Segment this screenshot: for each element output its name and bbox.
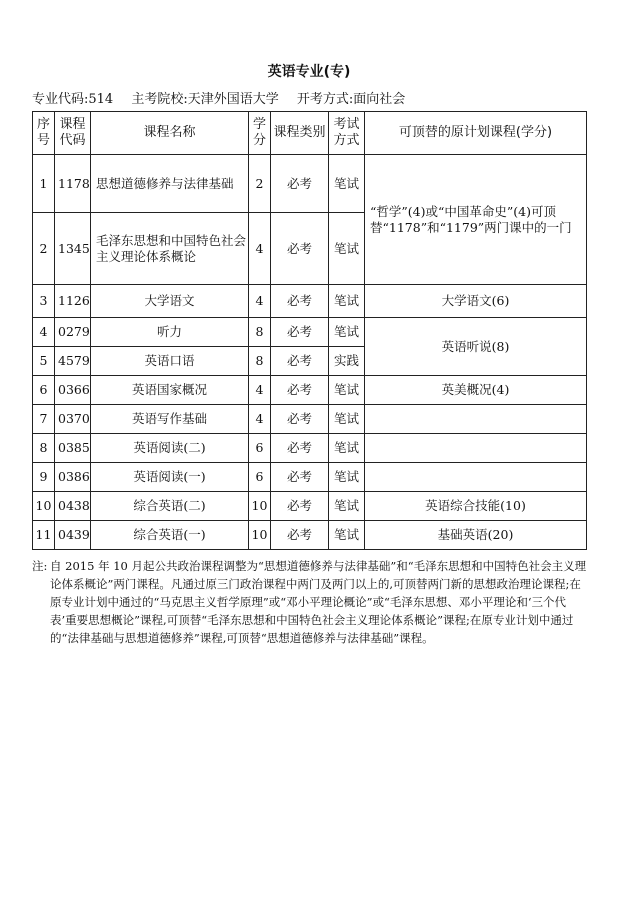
- cell-name: 英语国家概况: [91, 376, 249, 405]
- cell-replace-empty: [365, 434, 587, 463]
- table-row: [33, 376, 587, 405]
- footnote-lead: 注:: [32, 559, 48, 573]
- table-row: [33, 521, 587, 550]
- cell-name: 大学语文: [91, 285, 249, 318]
- cell-exam: 笔试: [329, 463, 365, 492]
- cell-exam: 笔试: [329, 405, 365, 434]
- cell-seq: 10: [33, 492, 55, 521]
- header-type: 课程类别: [271, 112, 329, 155]
- header-credit: 学分: [249, 112, 271, 155]
- cell-type: 必考: [271, 405, 329, 434]
- cell-replace-empty: [365, 463, 587, 492]
- cell-code: 1178: [55, 155, 91, 213]
- major-meta: [32, 88, 419, 107]
- cell-credit: 4: [249, 213, 271, 285]
- cell-seq: 7: [33, 405, 55, 434]
- table-header-row: [33, 112, 587, 155]
- cell-seq: 8: [33, 434, 55, 463]
- cell-type: 必考: [271, 318, 329, 347]
- cell-seq: 9: [33, 463, 55, 492]
- table-row: [33, 405, 587, 434]
- cell-seq: 2: [33, 213, 55, 285]
- cell-seq: 3: [33, 285, 55, 318]
- cell-code: 1126: [55, 285, 91, 318]
- cell-exam: 笔试: [329, 155, 365, 213]
- cell-name: 英语阅读(二): [91, 434, 249, 463]
- cell-code: 0386: [55, 463, 91, 492]
- header-exam: 考试方式: [329, 112, 365, 155]
- cell-credit: 4: [249, 376, 271, 405]
- cell-type: 必考: [271, 347, 329, 376]
- cell-exam: 笔试: [329, 434, 365, 463]
- header-seq: 序号: [33, 112, 55, 155]
- cell-name: 英语口语: [91, 347, 249, 376]
- cell-exam: 笔试: [329, 318, 365, 347]
- cell-exam: 笔试: [329, 213, 365, 285]
- exam-school: 主考院校:天津外国语大学: [131, 92, 279, 107]
- cell-type: 必考: [271, 463, 329, 492]
- cell-replace-empty: [365, 405, 587, 434]
- cell-code: 1345: [55, 213, 91, 285]
- cell-type: 必考: [271, 155, 329, 213]
- cell-credit: 10: [249, 492, 271, 521]
- cell-replace: 英语听说(8): [365, 318, 587, 376]
- footnote: [32, 557, 588, 647]
- cell-replace: “哲学”(4)或“中国革命史”(4)可顶替“1178”和“1179”两门课中的一门: [365, 155, 587, 285]
- page-title: 英语专业(专): [267, 64, 351, 80]
- table-row: [33, 434, 587, 463]
- table-row: [33, 463, 587, 492]
- cell-seq: 5: [33, 347, 55, 376]
- cell-code: 0438: [55, 492, 91, 521]
- cell-code: 0439: [55, 521, 91, 550]
- exam-mode: 开考方式:面向社会: [296, 92, 406, 107]
- cell-code: 0370: [55, 405, 91, 434]
- table-row: [33, 318, 587, 347]
- course-table: [32, 111, 587, 550]
- cell-type: 必考: [271, 434, 329, 463]
- cell-name: 综合英语(一): [91, 521, 249, 550]
- table-row: [33, 155, 587, 213]
- cell-exam: 笔试: [329, 285, 365, 318]
- cell-credit: 10: [249, 521, 271, 550]
- cell-credit: 2: [249, 155, 271, 213]
- cell-exam: 笔试: [329, 492, 365, 521]
- cell-type: 必考: [271, 492, 329, 521]
- cell-name: 听力: [91, 318, 249, 347]
- cell-exam: 笔试: [329, 521, 365, 550]
- cell-code: 0279: [55, 318, 91, 347]
- cell-seq: 11: [33, 521, 55, 550]
- cell-replace: 英美概况(4): [365, 376, 587, 405]
- cell-name: 思想道德修养与法律基础: [91, 155, 249, 213]
- cell-seq: 6: [33, 376, 55, 405]
- cell-type: 必考: [271, 376, 329, 405]
- header-code: 课程代码: [55, 112, 91, 155]
- cell-credit: 6: [249, 434, 271, 463]
- cell-seq: 1: [33, 155, 55, 213]
- cell-replace: 大学语文(6): [365, 285, 587, 318]
- cell-credit: 4: [249, 405, 271, 434]
- cell-exam: 笔试: [329, 376, 365, 405]
- header-name: 课程名称: [91, 112, 249, 155]
- cell-type: 必考: [271, 521, 329, 550]
- cell-credit: 8: [249, 318, 271, 347]
- table-row: [33, 492, 587, 521]
- cell-seq: 4: [33, 318, 55, 347]
- major-code: 专业代码:514: [32, 92, 114, 107]
- cell-replace: 基础英语(20): [365, 521, 587, 550]
- cell-credit: 4: [249, 285, 271, 318]
- cell-code: 0385: [55, 434, 91, 463]
- cell-exam: 实践: [329, 347, 365, 376]
- cell-name: 综合英语(二): [91, 492, 249, 521]
- cell-credit: 8: [249, 347, 271, 376]
- footnote-text: 自 2015 年 10 月起公共政治课程调整为“思想道德修养与法律基础”和“毛泽东思想和中国特色社会主义理论体系概论”两门课程。凡通过原三门政治课程中两门及两门以上的,可顶替两门新的思想政治理论课程;在原专业计划中通过的“马克思主义哲学原理”或“邓小平理论概论”或“毛泽东思想、邓小平理论和‘三个代表’重要思想概论”课程,可顶替“毛泽东思想和中国特色社会主义理论体系概论”课程;在原专业计划中通过的“法律基础与思想道德修养”课程,可顶替“思想道德修养与法律基础”课程。: [50, 559, 587, 645]
- cell-type: 必考: [271, 285, 329, 318]
- cell-code: 4579: [55, 347, 91, 376]
- cell-type: 必考: [271, 213, 329, 285]
- cell-code: 0366: [55, 376, 91, 405]
- table-row: [33, 285, 587, 318]
- cell-name: 英语写作基础: [91, 405, 249, 434]
- cell-name: 毛泽东思想和中国特色社会主义理论体系概论: [91, 213, 249, 285]
- cell-replace: 英语综合技能(10): [365, 492, 587, 521]
- cell-credit: 6: [249, 463, 271, 492]
- header-replace: 可顶替的原计划课程(学分): [365, 112, 587, 155]
- cell-name: 英语阅读(一): [91, 463, 249, 492]
